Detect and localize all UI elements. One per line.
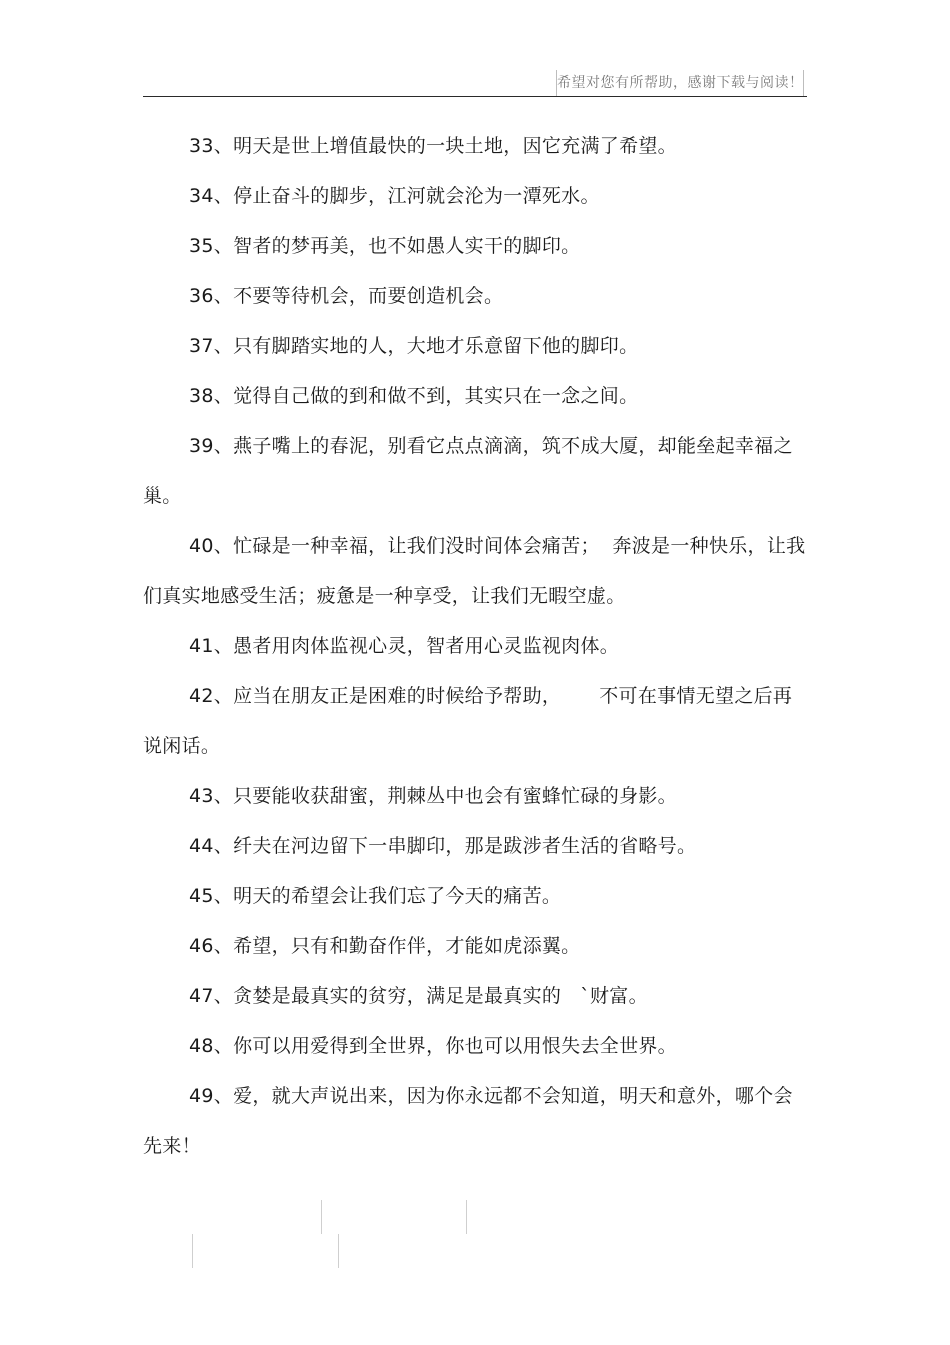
quote-39: 39、燕子嘴上的春泥，别看它点点滴滴，筑不成大厦，却能垒起幸福之巢。	[143, 435, 793, 507]
quote-38: 38、觉得自己做的到和做不到，其实只在一念之间。	[189, 385, 639, 407]
table-border-line	[192, 1234, 193, 1268]
table-border-line	[466, 1200, 467, 1234]
quote-34: 34、停止奋斗的脚步，江河就会沦为一潭死水。	[189, 185, 600, 207]
quote-48: 48、你可以用爱得到全世界，你也可以用恨失去全世界。	[189, 1035, 677, 1057]
table-border-line	[321, 1200, 322, 1234]
quote-49: 49、爱，就大声说出来，因为你永远都不会知道，明天和意外，哪个会先来！	[143, 1085, 793, 1157]
quote-45: 45、明天的希望会让我们忘了今天的痛苦。	[189, 885, 562, 907]
quote-43: 43、只要能收获甜蜜，荆棘丛中也会有蜜蜂忙碌的身影。	[189, 785, 677, 807]
quote-33: 33、明天是世上增值最快的一块土地，因它充满了希望。	[189, 135, 677, 157]
quote-35: 35、智者的梦再美，也不如愚人实干的脚印。	[189, 235, 581, 257]
quote-37: 37、只有脚踏实地的人，大地才乐意留下他的脚印。	[189, 335, 639, 357]
table-border-line	[338, 1234, 339, 1268]
quote-41: 41、愚者用肉体监视心灵，智者用心灵监视肉体。	[189, 635, 620, 657]
quote-46: 46、希望，只有和勤奋作伴，才能如虎添翼。	[189, 935, 581, 957]
quote-47: 47、贪婪是最真实的贫穷，满足是最真实的 `财富。	[189, 985, 648, 1007]
quote-44: 44、纤夫在河边留下一串脚印，那是跋涉者生活的省略号。	[189, 835, 697, 857]
quote-42: 42、应当在朋友正是困难的时候给予帮助， 不可在事情无望之后再说闲话。	[143, 685, 793, 757]
quote-40: 40、忙碌是一种幸福，让我们没时间体会痛苦； 奔波是一种快乐，让我们真实地感受生活；疲惫是一种享受，让我们无暇空虚。	[143, 535, 806, 607]
header-rule	[143, 96, 807, 97]
quote-36: 36、不要等待机会，而要创造机会。	[189, 285, 504, 307]
header-note: 希望对您有所帮助，感谢下载与阅读！	[556, 70, 804, 96]
quote-list	[143, 121, 807, 1171]
